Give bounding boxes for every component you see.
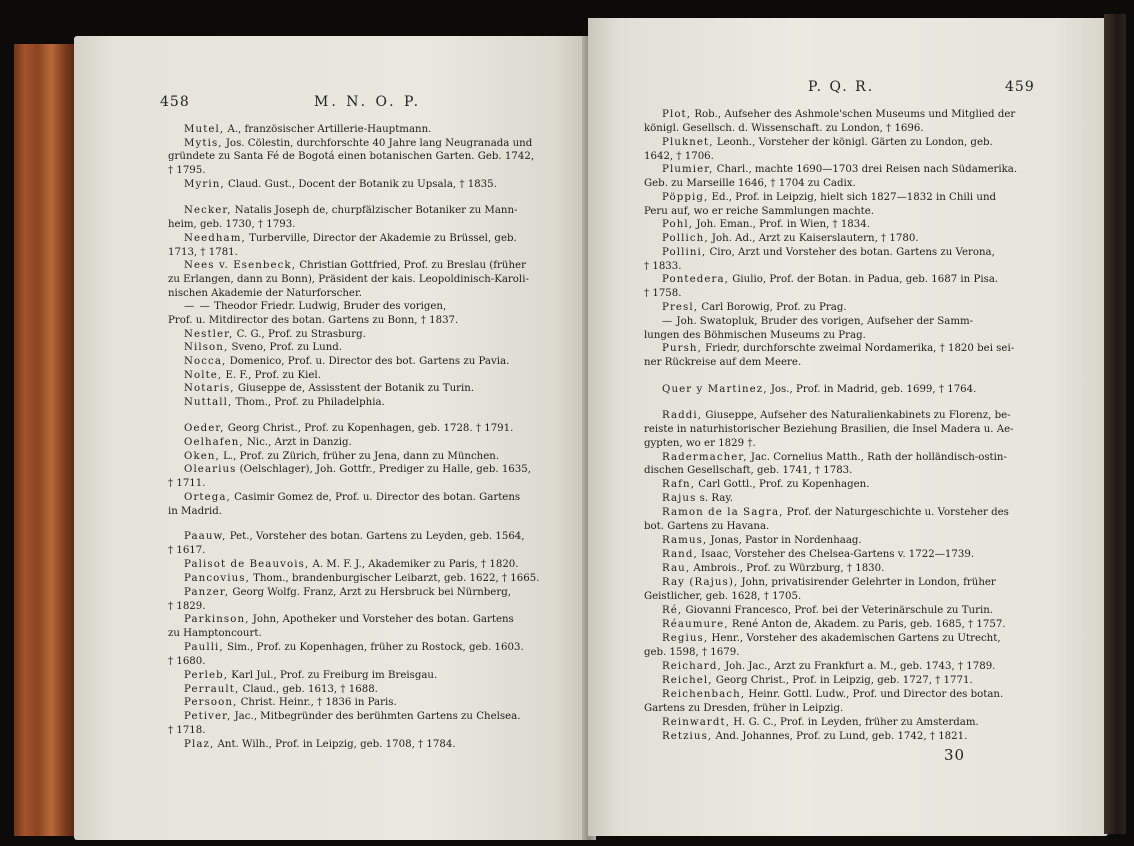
entry-text: Friedr, durchforschte zweimal Nordamerika, † 1820 bei sei-	[701, 343, 1015, 354]
entry-name: Raddi,	[662, 410, 703, 421]
text-line	[184, 397, 385, 409]
entry-name: Paauw,	[184, 531, 227, 542]
entry-name: Panzer,	[184, 587, 230, 598]
entry-text: L., Prof. zu Zürich, früher zu Jena, dann zu München.	[219, 451, 500, 462]
text-line	[662, 109, 1015, 121]
entry-text: dischen Gesellschaft, geb. 1741, † 1783.	[644, 465, 853, 476]
text-line	[644, 424, 1014, 436]
entry-name: Rau,	[662, 563, 691, 574]
entry-name: Ray (Rajus),	[662, 577, 739, 588]
text-line	[168, 219, 295, 231]
entry-text: Joh. Ad., Arzt zu Kaiserslautern, † 1780.	[708, 233, 919, 244]
entry-text: geb. 1598, † 1679.	[644, 647, 740, 658]
entry-text: Ambrois., Prof. zu Würzburg, † 1830.	[690, 563, 885, 574]
entry-text: Turberville, Director der Akademie zu Brüssel, geb.	[245, 233, 517, 244]
entry-text: (Oelschlager), Joh. Gottfr., Prediger zu Halle, geb. 1635,	[236, 464, 531, 475]
entry-text: Giuseppe de, Assisstent der Botanik zu Turin.	[234, 383, 475, 394]
entry-name: Nilson,	[184, 342, 229, 353]
entry-name: Pollini,	[662, 247, 707, 258]
entry-text: heim, geb. 1730, † 1793.	[168, 219, 296, 230]
text-line	[662, 493, 733, 505]
entry-text: Theodor Friedr. Ludwig, Bruder des vorigen,	[210, 301, 447, 312]
entry-text: Giuseppe, Aufseher des Naturalienkabinets zu Florenz, be-	[702, 410, 1011, 421]
entry-name: Notaris,	[184, 383, 235, 394]
running-head-right: P. Q. R.	[808, 79, 875, 95]
entry-text: Joh. Eman., Prof. in Wien, † 1834.	[693, 219, 870, 230]
entry-text: nischen Akademie der Naturforscher.	[168, 288, 362, 299]
entry-name: Rand,	[662, 549, 698, 560]
entry-name: Ramon de la Sagra,	[662, 507, 784, 518]
text-line	[168, 506, 222, 518]
entry-text: † 1833.	[644, 261, 682, 272]
entry-name: Rafn,	[662, 479, 696, 490]
text-line	[184, 437, 352, 449]
entry-text: H. G. C., Prof. in Leyden, früher zu Amsterdam.	[730, 717, 979, 728]
text-line	[662, 675, 973, 687]
entry-text: Claud., geb. 1613, † 1688.	[239, 684, 378, 695]
text-line	[662, 247, 995, 259]
text-line	[184, 451, 499, 463]
entry-name: Pohl,	[662, 219, 694, 230]
text-line	[168, 165, 206, 177]
text-line	[168, 601, 206, 613]
entry-text: Pet., Vorsteher des botan. Gartens zu Leyden, geb. 1564,	[226, 531, 525, 542]
text-line	[662, 661, 995, 673]
text-line	[644, 438, 756, 450]
text-line	[184, 587, 511, 599]
entry-name: Pluknet,	[662, 137, 714, 148]
text-line	[184, 383, 474, 395]
entry-name: Plaz,	[184, 739, 215, 750]
entry-name: Pöppig,	[662, 192, 709, 203]
text-line	[184, 179, 497, 191]
entry-text: bot. Gartens zu Havana.	[644, 521, 770, 532]
entry-name: Myrin,	[184, 179, 225, 190]
text-line	[662, 731, 967, 743]
entry-text: Heinr. Gottl. Ludw., Prof. und Director des botan.	[745, 689, 1004, 700]
entry-text: † 1711.	[168, 478, 206, 489]
entry-name: Radermacher,	[662, 452, 748, 463]
text-line	[662, 535, 862, 547]
text-line	[662, 316, 973, 328]
text-line	[184, 356, 509, 368]
entry-text: zu Hamptoncourt.	[168, 628, 262, 639]
entry-name: Rajus	[662, 493, 697, 504]
entry-text: Peru auf, wo er reiche Sammlungen machte.	[644, 206, 874, 217]
text-line	[662, 633, 1001, 645]
entry-text: Geistlicher, geb. 1628, † 1705.	[644, 591, 802, 602]
entry-text: Prof. der Naturgeschichte u. Vorsteher des	[783, 507, 1009, 518]
entry-text: John, Apotheker und Vorsteher des botan. Gartens	[249, 614, 514, 625]
entry-name: Pancovius,	[184, 573, 250, 584]
entry-name: Parkinson,	[184, 614, 250, 625]
text-line	[184, 301, 446, 313]
text-line	[184, 233, 517, 245]
entry-text: Jos. Cölestin, durchforschte 40 Jahre lang Neugranada und	[222, 138, 533, 149]
text-line	[184, 370, 321, 382]
entry-text: † 1617.	[168, 545, 206, 556]
entry-text: Jac. Cornelius Matth., Rath der holländisch-ostin-	[747, 452, 1007, 463]
text-line	[168, 478, 206, 490]
entry-name: Nestler,	[184, 329, 234, 340]
text-line	[168, 288, 362, 300]
entry-text: Jac., Mitbegründer des berühmten Gartens zu Chelsea.	[231, 711, 521, 722]
entry-text: lungen des Böhmischen Museums zu Prag.	[644, 330, 866, 341]
text-line	[662, 410, 1011, 422]
entry-name: Mytis,	[184, 138, 223, 149]
entry-text: A., französischer Artillerie-Hauptmann.	[224, 124, 432, 135]
text-line	[662, 577, 996, 589]
running-head-left: M. N. O. P.	[314, 94, 422, 110]
text-line	[184, 670, 437, 682]
text-line	[662, 689, 1003, 701]
entry-name: —	[662, 316, 674, 327]
text-line	[662, 619, 1006, 631]
text-line	[644, 330, 866, 342]
entry-text: königl. Gesellsch. d. Wissenschaft. zu London, † 1696.	[644, 123, 924, 134]
text-line	[184, 739, 456, 751]
text-line	[644, 123, 924, 135]
entry-text: Jos., Prof. in Madrid, geb. 1699, † 1764.	[767, 384, 977, 395]
text-line	[644, 206, 874, 218]
text-line	[168, 247, 238, 259]
text-line	[662, 192, 996, 204]
text-line	[662, 137, 993, 149]
entry-name: Ré,	[662, 605, 683, 616]
entry-text: Gartens zu Dresden, früher in Leipzig.	[644, 703, 844, 714]
book-edge-left	[14, 44, 74, 836]
entry-text: Domenico, Prof. u. Director des bot. Gartens zu Pavia.	[226, 356, 510, 367]
entry-text: Georg Christ., Prof. in Leipzig, geb. 1727, † 1771.	[712, 675, 973, 686]
entry-text: 1713, † 1781.	[168, 247, 238, 258]
entry-text: † 1758.	[644, 288, 682, 299]
text-line	[184, 684, 378, 696]
entry-text: † 1829.	[168, 601, 206, 612]
text-line	[662, 274, 998, 286]
text-line	[644, 151, 714, 163]
entry-name: Nuttall,	[184, 397, 233, 408]
entry-text: Prof. u. Mitdirector des botan. Gartens zu Bonn, † 1837.	[168, 315, 459, 326]
text-line	[662, 384, 976, 396]
text-line	[644, 521, 769, 533]
entry-text: A. M. F. J., Akademiker zu Paris, † 1820.	[309, 559, 519, 570]
entry-text: Ant. Wilh., Prof. in Leipzig, geb. 1708, † 1784.	[214, 739, 456, 750]
entry-text: Ciro, Arzt und Vorsteher des botan. Gartens zu Verona,	[706, 247, 995, 258]
text-line	[184, 573, 539, 585]
text-line	[644, 357, 801, 369]
entry-name: Regius,	[662, 633, 709, 644]
entry-text: Ed., Prof. in Leipzig, hielt sich 1827—1832 in Chili und	[708, 192, 997, 203]
entry-text: zu Erlangen, dann zu Bonn), Präsident der kais. Leopoldinisch-Karoli-	[168, 274, 529, 285]
text-line	[184, 138, 532, 150]
entry-text: Carl Gottl., Prof. zu Kopenhagen.	[695, 479, 870, 490]
entry-text: Casimir Gomez de, Prof. u. Director des botan. Gartens	[230, 492, 521, 503]
entry-name: Retzius,	[662, 731, 713, 742]
entry-name: Mutel,	[184, 124, 225, 135]
entry-text: Claud. Gust., Docent der Botanik zu Upsala, † 1835.	[224, 179, 497, 190]
entry-text: Isaac, Vorsteher des Chelsea-Gartens v. 1722—1739.	[697, 549, 975, 560]
entry-text: Leonh., Vorsteher der königl. Gärten zu London, geb.	[713, 137, 993, 148]
text-line	[184, 205, 517, 217]
entry-text: Thom., Prof. zu Philadelphia.	[232, 397, 385, 408]
entry-name: Pursh,	[662, 343, 702, 354]
text-line	[184, 423, 513, 435]
text-line	[662, 343, 1014, 355]
entry-name: Oeder,	[184, 423, 225, 434]
entry-text: Georg Wolfg. Franz, Arzt zu Hersbruck bei Nürnberg,	[229, 587, 511, 598]
entry-text: And. Johannes, Prof. zu Lund, geb. 1742, † 1821.	[712, 731, 968, 742]
entry-text: Nic., Arzt in Danzig.	[243, 437, 352, 448]
entry-name: Plot,	[662, 109, 692, 120]
entry-text: reiste in naturhistorischer Beziehung Brasilien, die Insel Madera u. Ae-	[644, 424, 1014, 435]
text-line	[662, 717, 979, 729]
entry-name: — —	[184, 301, 211, 312]
text-line	[184, 260, 526, 272]
entry-text: Thom., brandenburgischer Leibarzt, geb. 1622, † 1665.	[249, 573, 540, 584]
entry-name: Nocca,	[184, 356, 227, 367]
entry-name: Perrault,	[184, 684, 240, 695]
entry-text: Jonas, Pastor in Nordenhaag.	[707, 535, 862, 546]
entry-text: † 1795.	[168, 165, 206, 176]
entry-text: s. Ray.	[696, 493, 733, 504]
entry-text: † 1680.	[168, 656, 206, 667]
entry-text: ner Rückreise auf dem Meere.	[644, 357, 802, 368]
text-line	[644, 647, 739, 659]
entry-text: E. F., Prof. zu Kiel.	[222, 370, 321, 381]
text-line	[644, 288, 682, 300]
signature-number: 30	[944, 746, 966, 764]
text-line	[168, 656, 206, 668]
text-line	[184, 492, 520, 504]
entry-text: Geb. zu Marseille 1646, † 1704 zu Cadix.	[644, 178, 856, 189]
text-line	[184, 614, 514, 626]
entry-name: Nolte,	[184, 370, 223, 381]
entry-name: Presl,	[662, 302, 699, 313]
entry-text: Joh. Swatopluk, Bruder des vorigen, Aufseher der Samm-	[673, 316, 974, 327]
text-line	[184, 559, 519, 571]
entry-text: Henr., Vorsteher des akademischen Gartens zu Utrecht,	[708, 633, 1001, 644]
text-line	[662, 452, 1007, 464]
text-line	[662, 479, 869, 491]
entry-name: Palisot de Beauvois,	[184, 559, 310, 570]
entry-text: gypten, wo er 1829 †.	[644, 438, 756, 449]
text-line	[168, 545, 206, 557]
text-line	[662, 549, 974, 561]
text-line	[662, 219, 870, 231]
entry-text: Rob., Aufseher des Ashmole'schen Museums und Mitglied der	[691, 109, 1016, 120]
text-line	[168, 315, 458, 327]
entry-name: Oken,	[184, 451, 220, 462]
entry-name: Ortega,	[184, 492, 231, 503]
text-line	[168, 274, 529, 286]
entry-text: Georg Christ., Prof. zu Kopenhagen, geb. 1728. † 1791.	[224, 423, 514, 434]
entry-text: Karl Jul., Prof. zu Freiburg im Breisgau.	[228, 670, 438, 681]
text-line	[168, 151, 534, 163]
entry-text: Christian Gottfried, Prof. zu Breslau (früher	[296, 260, 526, 271]
entry-name: Quer y Martinez,	[662, 384, 768, 395]
entry-name: Reinwardt,	[662, 717, 731, 728]
entry-text: † 1718.	[168, 725, 206, 736]
page-number-left: 458	[160, 94, 190, 110]
book-edge-right	[1104, 14, 1126, 834]
text-line	[168, 628, 262, 640]
text-line	[662, 302, 847, 314]
entry-name: Oelhafen,	[184, 437, 244, 448]
entry-text: Natalis Joseph de, churpfälzischer Botaniker zu Mann-	[231, 205, 518, 216]
entry-text: 1642, † 1706.	[644, 151, 714, 162]
entry-name: Reichel,	[662, 675, 713, 686]
text-line	[662, 233, 919, 245]
entry-name: Pollich,	[662, 233, 709, 244]
text-line	[644, 261, 682, 273]
entry-name: Ramus,	[662, 535, 708, 546]
entry-text: Giulio, Prof. der Botan. in Padua, geb. 1687 in Pisa.	[729, 274, 999, 285]
text-line	[168, 725, 206, 737]
text-line	[184, 531, 525, 543]
text-line	[662, 563, 884, 575]
entry-name: Persoon,	[184, 697, 238, 708]
text-line	[662, 164, 1017, 176]
entry-name: Needham,	[184, 233, 246, 244]
entry-name: Reichenbach,	[662, 689, 746, 700]
entry-text: Sim., Prof. zu Kopenhagen, früher zu Rostock, geb. 1603.	[223, 642, 524, 653]
text-line	[644, 465, 852, 477]
entry-text: Charl., machte 1690—1703 drei Reisen nach Südamerika.	[713, 164, 1018, 175]
entry-name: Paulli,	[184, 642, 224, 653]
entry-name: Reichard,	[662, 661, 722, 672]
text-line	[184, 124, 431, 136]
entry-name: Pontedera,	[662, 274, 729, 285]
text-line	[184, 329, 366, 341]
entry-text: gründete zu Santa Fé de Bogotá einen botanischen Garten. Geb. 1742,	[168, 151, 535, 162]
entry-text: John, privatisirender Gelehrter in London, früher	[738, 577, 996, 588]
text-line	[184, 642, 524, 654]
entry-text: René Anton de, Akadem. zu Paris, geb. 1685, † 1757.	[728, 619, 1006, 630]
entry-text: C. G., Prof. zu Strasburg.	[233, 329, 366, 340]
text-line	[184, 342, 342, 354]
page-number-right: 459	[1005, 79, 1035, 95]
entry-name: Nees v. Esenbeck,	[184, 260, 297, 271]
entry-name: Olearius	[184, 464, 237, 475]
entry-name: Necker,	[184, 205, 232, 216]
text-line	[662, 605, 993, 617]
text-line	[184, 464, 531, 476]
entry-text: Christ. Heinr., † 1836 in Paris.	[237, 697, 397, 708]
entry-text: Giovanni Francesco, Prof. bei der Veterinärschule zu Turin.	[682, 605, 994, 616]
text-line	[644, 703, 843, 715]
entry-text: Carl Borowig, Prof. zu Prag.	[698, 302, 847, 313]
text-line	[644, 591, 801, 603]
text-line	[184, 711, 520, 723]
entry-text: Sveno, Prof. zu Lund.	[228, 342, 343, 353]
text-line	[644, 178, 856, 190]
entry-name: Plumier,	[662, 164, 714, 175]
entry-text: Joh. Jac., Arzt zu Frankfurt a. M., geb. 1743, † 1789.	[721, 661, 996, 672]
entry-name: Perleb,	[184, 670, 229, 681]
entry-text: in Madrid.	[168, 506, 222, 517]
text-line	[662, 507, 1009, 519]
entry-name: Petiver,	[184, 711, 232, 722]
entry-name: Réaumure,	[662, 619, 729, 630]
text-line	[184, 697, 397, 709]
